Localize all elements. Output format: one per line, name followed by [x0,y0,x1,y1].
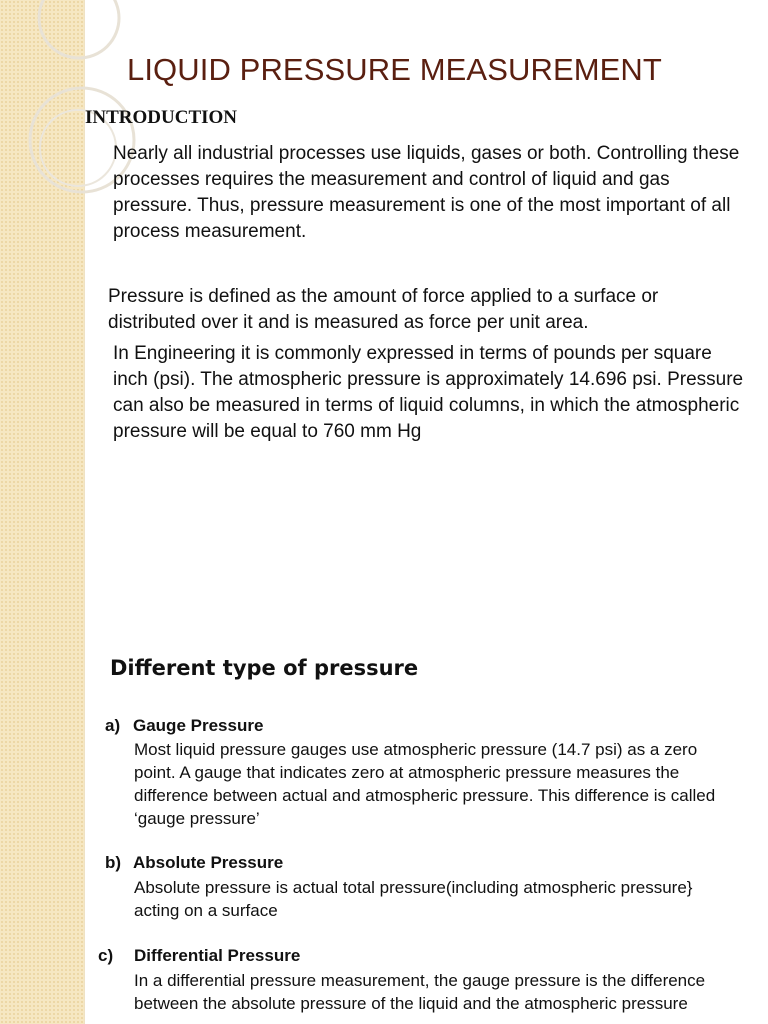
intro-paragraph-3: In Engineering it is commonly expressed in terms of pounds per square inch (psi). The atmospheric pressure is approximately 14.696 psi. Pressure can also be measured in terms of liquid columns, in which the atmospheric pressure will be equal to 760 mm Hg [113,343,744,442]
gauge-pressure-body: Most liquid pressure gauges use atmospheric pressure (14.7 psi) as a zero point. A gauge that indicates zero at atmospheric pressure measures the difference between actual and atmospheric pressure. This difference is called ‘gauge pressure’ [134,740,716,828]
introduction-heading: INTRODUCTION [85,107,238,128]
pressure-types-heading: Different type of pressure [110,656,419,680]
list-marker: b) [105,853,122,872]
item-title-text: Absolute Pressure [133,853,284,872]
gauge-pressure-title [105,716,263,736]
absolute-pressure-body: Absolute pressure is actual total pressure(including atmospheric pressure} acting on a surface [134,878,693,920]
item-title-text: Gauge Pressure [133,716,264,735]
differential-pressure-body: In a differential pressure measurement, the gauge pressure is the difference between the absolute pressure of the liquid and the atmospheric pressure [134,971,706,1013]
absolute-pressure-title [105,853,283,873]
list-marker: c) [98,946,114,965]
differential-pressure-title [98,946,300,966]
intro-paragraph-2: Pressure is defined as the amount of force applied to a surface or distributed over it and is measured as force per unit area. [108,286,659,333]
item-title-text: Differential Pressure [134,946,301,965]
list-marker: a) [105,716,121,735]
intro-paragraph-1: Nearly all industrial processes use liquids, gases or both. Controlling these processes requires the measurement and control of liquid and gas pressure. Thus, pressure measurement is one of the most important of all process measurement. [113,143,740,242]
page-title: LIQUID PRESSURE MEASUREMENT [127,52,662,87]
